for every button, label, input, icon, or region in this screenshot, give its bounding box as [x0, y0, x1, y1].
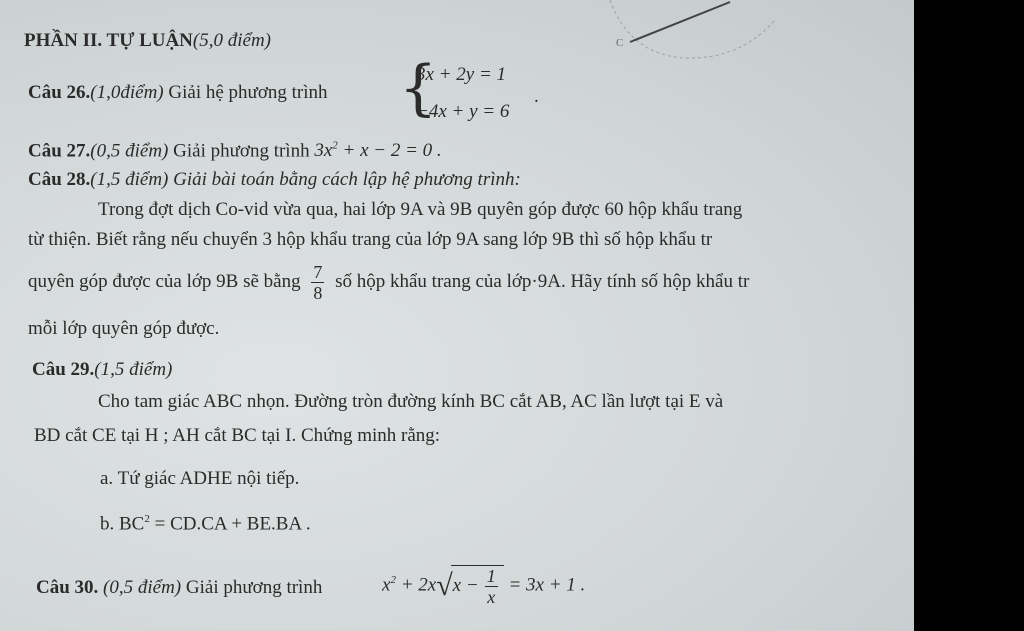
- q29-points: (1,5 điểm): [94, 359, 173, 380]
- q30-sqrt-num: 1: [486, 566, 496, 586]
- q26-eq2: −4x + y = 6: [416, 101, 510, 122]
- q29-part-b: [100, 513, 311, 535]
- q28-paragraph-1: Trong đợt dịch Co-vid vừa qua, hai lớp 9A và 9B quyên góp được 60 hộp khẩu trang: [98, 199, 743, 220]
- section-title-bold: PHẦN II. TỰ LUẬN: [24, 30, 193, 51]
- q30-eq-mid: + 2x: [395, 574, 437, 596]
- q28-p3-before: quyên góp được của lớp 9B sẽ bằng: [28, 270, 301, 292]
- q26-brace: {: [399, 53, 438, 123]
- diagram-label-c: C: [616, 37, 624, 49]
- q30-points: (0,5 điểm): [103, 577, 182, 598]
- q29-paragraph-2: BD cắt CE tại H ; AH cắt BC tại I. Chứng minh rằng:: [34, 425, 441, 446]
- circle-sketch: [590, 0, 790, 70]
- q27-eq-exp: 2: [332, 140, 338, 152]
- circle-arc: [610, 0, 775, 58]
- q26-text: Giải hệ phương trình: [168, 82, 328, 103]
- q29-b-exp: 2: [144, 513, 150, 525]
- q27-line: [28, 140, 442, 162]
- q30-eq-tail: = 3x + 1 .: [508, 574, 586, 596]
- q28-paragraph-3: [28, 262, 749, 303]
- q27-points: (0,5 điểm): [90, 140, 169, 162]
- q30-line: [36, 577, 322, 599]
- q29-part-a: a. Tứ giác ADHE nội tiếp.: [100, 468, 300, 489]
- q28-line: [28, 169, 521, 191]
- q28-text: Giải bài toán bằng cách lập hệ phương trình:: [173, 169, 521, 190]
- q30-sqrt-frac: [485, 566, 498, 607]
- q26-label: Câu 26.: [28, 82, 91, 103]
- q28-points: (1,5 điểm): [90, 169, 169, 190]
- q26-end: .: [534, 86, 539, 107]
- q29-line: [32, 359, 172, 381]
- q30-eq-exp: 2: [390, 574, 396, 587]
- q30-eq-x: x: [382, 574, 391, 596]
- q26-eq1: 3x + 2y = 1: [416, 64, 507, 85]
- q28-frac-den: 8: [313, 283, 323, 303]
- black-border: [914, 0, 1024, 631]
- q30-equation: [382, 565, 585, 607]
- q29-paragraph-1: Cho tam giác ABC nhọn. Đường tròn đường kính BC cắt AB, AC lần lượt tại E và: [98, 391, 724, 412]
- q28-p3-after: số hộp khẩu trang của lớp·9A. Hãy tính số hộp khẩu tr: [335, 270, 750, 292]
- q30-label: Câu 30.: [36, 577, 99, 598]
- q28-frac-num: 7: [313, 262, 323, 282]
- q30-sqrt-den: x: [487, 587, 496, 607]
- q29-label: Câu 29.: [32, 359, 95, 380]
- q27-equation: [314, 140, 441, 161]
- q27-label: Câu 27.: [28, 140, 91, 162]
- q30-text: Giải phương trình: [185, 577, 323, 598]
- q27-text: Giải phương trình: [173, 140, 310, 162]
- q28-paragraph-2: từ thiện. Biết rằng nếu chuyển 3 hộp khẩu trang của lớp 9A sang lớp 9B thì số hộp khẩu tr: [28, 229, 713, 250]
- q30-sqrt-x: x −: [452, 574, 479, 596]
- q26-line: [28, 82, 328, 104]
- q26-points: (1,0điểm): [90, 82, 164, 103]
- section-title: [24, 30, 271, 52]
- q28-paragraph-4: mỗi lớp quyên góp được.: [28, 318, 220, 339]
- q27-eq-lead: 3x: [314, 140, 333, 162]
- section-title-points: (5,0 điểm): [192, 30, 271, 51]
- q27-eq-tail: + x − 2 = 0 .: [337, 140, 442, 162]
- q30-sqrt-body: [451, 565, 504, 607]
- q29-b-lead: b. BC: [100, 513, 145, 535]
- sqrt-symbol: √: [436, 569, 453, 602]
- diameter-line: [630, 2, 730, 42]
- q29-b-tail: = CD.CA + BE.BA .: [149, 513, 311, 535]
- q28-label: Câu 28.: [28, 169, 91, 190]
- q28-fraction: [311, 262, 324, 303]
